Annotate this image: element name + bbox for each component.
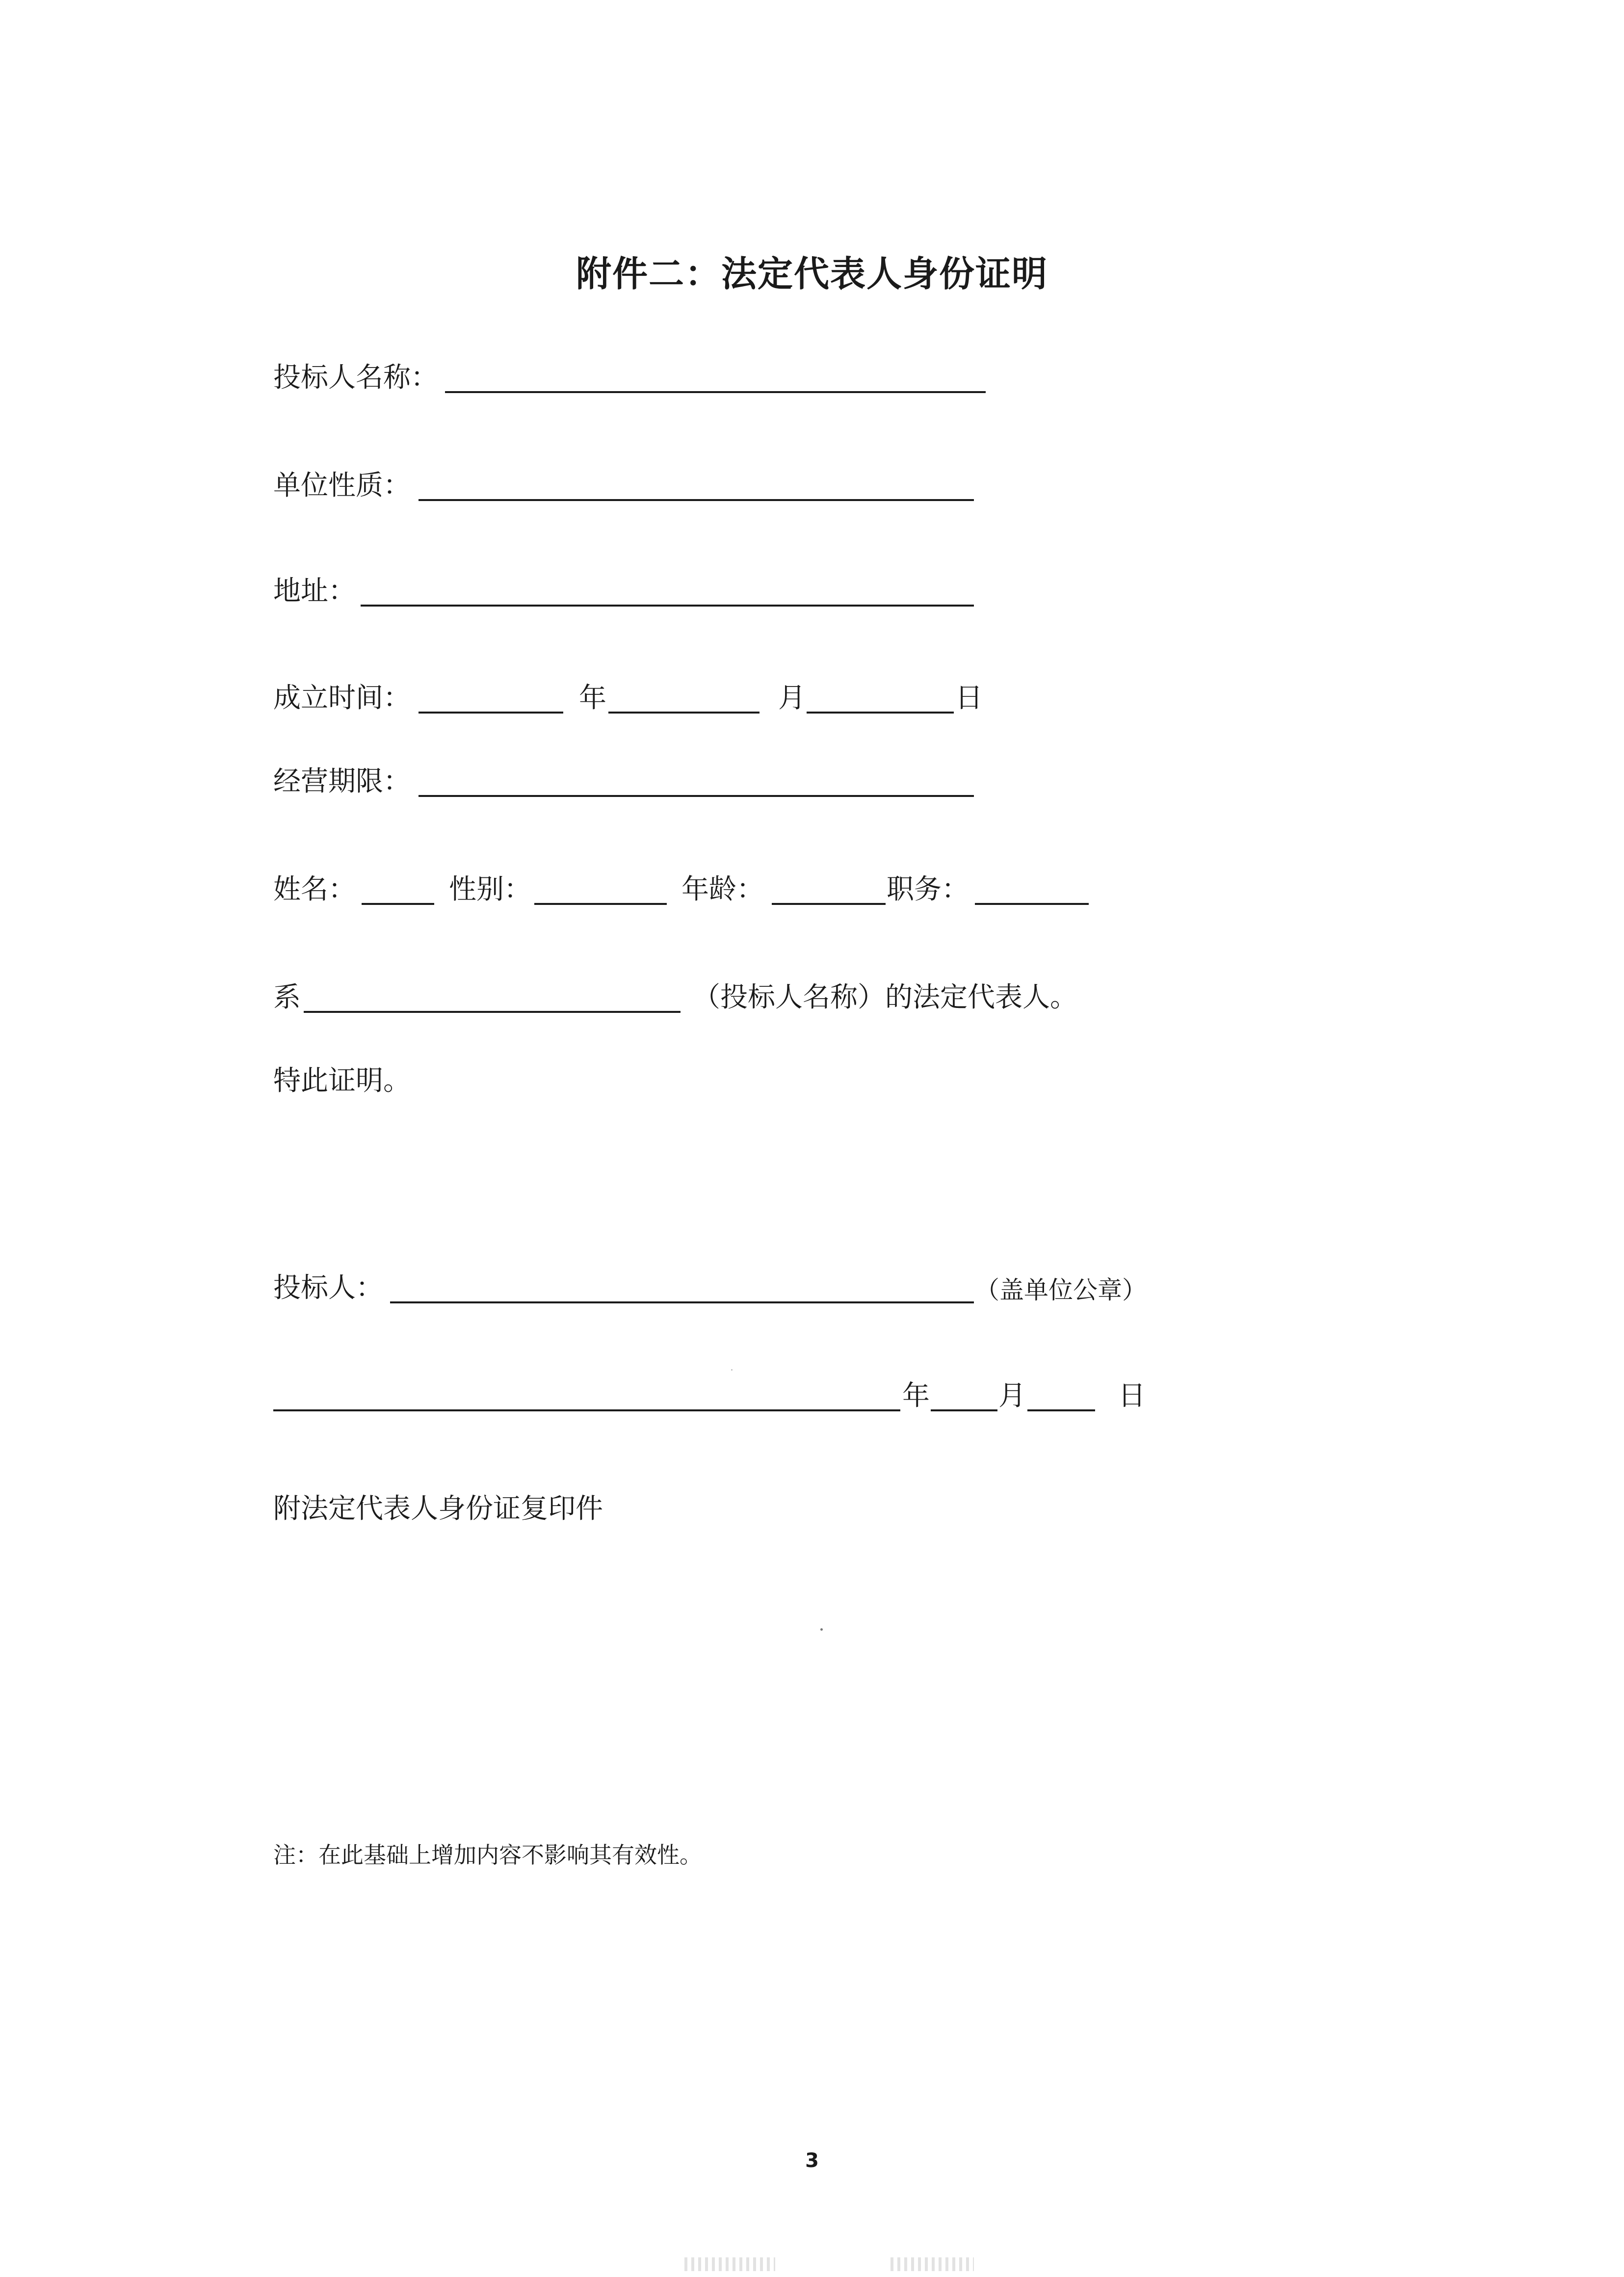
established-day-field[interactable] <box>807 712 954 714</box>
name-label: 姓名： <box>273 874 356 905</box>
attachment-text: 附法定代表人身份证复印件 <box>273 1493 603 1525</box>
scan-speck <box>731 1369 733 1371</box>
seal-note: （盖单位公章） <box>975 1276 1147 1304</box>
company-name-field[interactable] <box>304 1011 681 1013</box>
signature-month-field[interactable] <box>931 1409 997 1411</box>
statement-suffix: （投标人名称）的法定代表人。 <box>693 981 1077 1013</box>
signature-day-field[interactable] <box>1027 1409 1095 1411</box>
document-title: 附件二：法定代表人身份证明 <box>576 253 1048 294</box>
certify-text: 特此证明。 <box>273 1065 411 1097</box>
scan-noise <box>684 2257 775 2271</box>
note-text: 注：在此基础上增加内容不影响其有效性。 <box>273 1842 702 1868</box>
signature-year-text: 年 <box>902 1380 930 1412</box>
signature-month-text: 月 <box>998 1380 1026 1412</box>
bidder-name-field[interactable] <box>445 391 986 393</box>
gender-label: 性别： <box>449 874 531 905</box>
established-day-text: 日 <box>955 682 983 714</box>
signature-bidder-label: 投标人： <box>273 1272 383 1304</box>
established-label: 成立时间： <box>273 682 411 714</box>
address-label: 地址： <box>273 575 356 607</box>
page-number: 3 <box>805 2149 819 2172</box>
nature-field[interactable] <box>419 499 974 501</box>
position-field[interactable] <box>975 903 1089 905</box>
gender-field[interactable] <box>534 903 667 905</box>
signature-bidder-field[interactable] <box>390 1301 974 1303</box>
scan-noise <box>891 2257 974 2271</box>
term-field[interactable] <box>419 795 974 797</box>
term-label: 经营期限： <box>273 766 411 797</box>
age-field[interactable] <box>772 903 886 905</box>
address-field[interactable] <box>361 605 974 607</box>
statement-prefix: 系 <box>273 981 301 1013</box>
signature-day-text: 日 <box>1118 1380 1146 1412</box>
established-month-text: 月 <box>778 682 806 714</box>
age-label: 年龄： <box>681 874 764 905</box>
nature-label: 单位性质： <box>273 470 411 502</box>
signature-line[interactable] <box>273 1409 900 1411</box>
established-year-field[interactable] <box>419 712 563 714</box>
established-year-text: 年 <box>579 682 606 714</box>
scan-speck <box>820 1628 823 1631</box>
bidder-name-label: 投标人名称： <box>273 362 438 394</box>
established-month-field[interactable] <box>608 712 760 714</box>
name-field[interactable] <box>362 903 434 905</box>
position-label: 职务： <box>887 874 969 905</box>
